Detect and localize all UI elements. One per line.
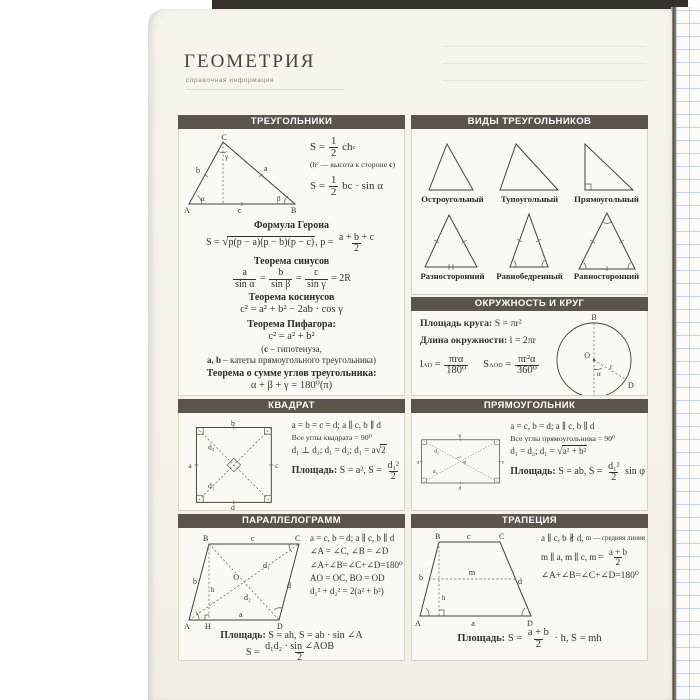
- figure-label: d₁: [432, 469, 438, 476]
- right-triangle-figure: [569, 138, 645, 194]
- section-circle: [411, 297, 648, 396]
- trap-area-line: Площадь: S = $\frac{a + b}{2}$ · h, S = mh: [457, 627, 602, 650]
- figure-label: c: [238, 206, 242, 215]
- formula-pythagoras-note2: a, b – катеты прямоугольного треугольника): [206, 354, 377, 365]
- formula-sines: $\frac{a}{\text{sin α}}$ = $\frac{b}{\text{sin β}}$ = $\frac{c}{\text{sin γ}}$ = 2R: [235, 267, 351, 290]
- figure-label: φ: [463, 460, 467, 466]
- section-trapezoid: [411, 514, 648, 661]
- figure-label: b: [419, 573, 423, 582]
- equilateral-triangle-figure: [569, 209, 645, 271]
- para-area-line2: S = $\frac{\text{d₁d₂ · sin ∠AOB}}{2}$: [179, 642, 404, 661]
- figure-label: a: [471, 619, 475, 628]
- formula-pythagoras-note1: ( c – гипотенуза,: [261, 343, 322, 354]
- type-label-right: Прямоугольный: [574, 194, 639, 204]
- trapezoid-box: [411, 528, 648, 661]
- figure-label: d: [518, 577, 522, 586]
- formula-cosines: c² = a² + b² − 2ab · cos γ: [240, 304, 343, 316]
- isosceles-triangle-figure: [492, 209, 568, 271]
- figure-label: h: [442, 594, 446, 602]
- theorem-title-pythagoras: Теорема Пифагора:: [247, 318, 336, 330]
- trapezoid-figure: [414, 530, 538, 628]
- rectangle-box: [411, 413, 648, 511]
- figure-label: c: [467, 532, 471, 541]
- figure-label: B: [203, 534, 209, 543]
- figure-label: b: [230, 418, 235, 428]
- circle-box: [411, 311, 648, 396]
- parallelogram-figure: [181, 530, 307, 630]
- para-area-line1: Площадь: S = ah, S = ab · sin ∠A: [220, 630, 363, 641]
- section-parallelogram: [178, 514, 405, 661]
- acute-triangle-figure: [415, 138, 491, 194]
- formula-circle-area: Площадь круга: S = πr²: [420, 318, 522, 329]
- figure-label: A: [415, 619, 421, 628]
- trap-midline-line: m ∥ a, m ∥ c, m = $\frac{a + b}{2}$: [541, 546, 627, 567]
- figure-label: d₁: [207, 480, 215, 490]
- para-diagonal-squares-line: d₁² + d₂² = 2(a² + b²): [310, 586, 384, 597]
- rect-diagonals-line: d₁ = d₂; d₁ = √a² + b²: [510, 446, 587, 458]
- para-sides-line: a = c, b = d; a ∥ c, b ∥ d: [310, 533, 395, 543]
- formula-note: (h c — высота к стороне c ): [310, 160, 396, 170]
- figure-label: O: [233, 573, 239, 582]
- section-header-types: ВИДЫ ТРЕУГОЛЬНИКОВ: [411, 115, 648, 129]
- figure-label: c: [501, 459, 505, 466]
- square-box: [178, 413, 405, 511]
- type-label-scalene: Разносторонний: [420, 271, 485, 281]
- scalene-triangle-figure: [415, 209, 491, 271]
- formula-arc-sector: l AD = $\frac{\text{πrα}}{\text{180⁰}}$ S AOD = $\frac{\text{πr²α}}{\text{360⁰}}$: [420, 353, 537, 377]
- types-box: [411, 129, 648, 295]
- section-header-trapezoid: ТРАПЕЦИЯ: [411, 514, 648, 528]
- page-subtitle: справочная информация: [186, 77, 344, 90]
- square-angles-line: Все углы квадрата = 90⁰: [291, 432, 372, 442]
- section-header-square: КВАДРАТ: [178, 399, 405, 413]
- theorem-title-heron: Формула Герона: [253, 220, 330, 231]
- figure-label: α: [201, 195, 205, 203]
- figure-label: b: [193, 577, 197, 586]
- section-rectangle: [411, 399, 648, 511]
- figure-label: a: [239, 610, 243, 619]
- figure-label: γ: [225, 153, 229, 161]
- cover-page: [148, 9, 672, 700]
- figure-label: C: [499, 532, 505, 541]
- section-header-parallelogram: ПАРАЛЛЕЛОГРАММ: [178, 514, 405, 528]
- triangles-box: [178, 129, 405, 396]
- formula-pythagoras: c² = a² + b²: [268, 331, 315, 343]
- figure-label: C: [221, 133, 227, 142]
- section-square: [178, 399, 405, 511]
- figure-label: D: [628, 381, 634, 390]
- figure-label: B: [435, 532, 441, 541]
- figure-label: A: [184, 622, 190, 630]
- name-lines: [443, 46, 647, 97]
- section-triangles: [178, 115, 405, 396]
- square-diagonals-line: d₁ ⊥ d₂; d₁ = d₂; d₁ = a √2: [291, 445, 386, 457]
- section-header-rectangle: ПРЯМОУГОЛЬНИК: [411, 399, 648, 413]
- rectangle-figure: [416, 417, 505, 503]
- figure-label: c: [251, 534, 255, 543]
- parallelogram-box: [178, 528, 405, 661]
- figure-label: a: [417, 459, 420, 466]
- figure-label: d₁: [263, 561, 270, 570]
- square-sides-line: a = b = c = d; a ∥ c, b ∥ d: [291, 420, 381, 430]
- figure-label: β: [277, 195, 281, 203]
- section-header-circle: ОКРУЖНОСТЬ И КРУГ: [411, 297, 648, 311]
- section-triangle-types: [411, 115, 648, 295]
- rect-angles-line: Все углы прямоугольника = 90⁰: [510, 433, 616, 443]
- figure-label: D: [277, 622, 283, 630]
- figure-label: b: [196, 166, 200, 175]
- obtuse-triangle-figure: [492, 138, 568, 194]
- page-title: ГЕОМЕТРИЯ: [184, 51, 316, 72]
- figure-label: d: [230, 503, 235, 511]
- figure-label: α: [597, 370, 601, 378]
- figure-label: H: [205, 622, 211, 630]
- figure-label: d₂: [244, 593, 251, 602]
- figure-label: B: [291, 206, 297, 215]
- rect-sides-line: a = c, b = d; a ∥ c, b ∥ d: [510, 421, 595, 431]
- formula-heron: S = √p(p − a)(p − b)(p − c) , p = $\frac{a + b + c}{2}$: [205, 231, 375, 254]
- square-figure: [183, 416, 287, 511]
- square-area-line: Площадь: S = a², S = $\frac{\text{d₁²}}{2}$: [291, 459, 399, 482]
- figure-label: m: [468, 568, 476, 577]
- figure-label: a: [188, 460, 192, 470]
- figure-label: O: [584, 351, 590, 360]
- formula-area-sine: S = $\frac{1}{2}$ bc · sin α: [310, 173, 383, 198]
- formula-area-height: S = $\frac{1}{2}$ ch c: [310, 135, 356, 160]
- notebook-edge: [212, 0, 688, 9]
- trap-angle-sum-line: ∠A+∠B=∠C+∠D=180⁰: [541, 571, 639, 582]
- para-angle-sum-line: ∠A+∠B=∠C+∠D=180⁰: [310, 559, 403, 570]
- figure-label: h: [211, 586, 215, 594]
- figure-label: d: [287, 581, 291, 590]
- circle-figure: [548, 312, 644, 396]
- figure-label: d₂: [207, 442, 215, 452]
- squared-paper: [676, 7, 700, 700]
- type-label-isosceles: Равнобедренный: [496, 271, 563, 281]
- figure-label: c: [275, 460, 279, 470]
- figure-label: B: [591, 313, 597, 322]
- trap-parallel-line: a ∥ c, b ∦ d, m — средняя линия: [541, 533, 646, 543]
- figure-label: b: [458, 433, 462, 440]
- rect-area-line: Площадь: S = ab, S = $\frac{\text{d₁²}}{2}$ sin φ: [510, 460, 645, 483]
- type-label-obtuse: Тупоугольный: [500, 194, 559, 204]
- theorem-title-sines: Теорема синусов: [253, 255, 330, 267]
- figure-label: D: [527, 619, 533, 628]
- figure-label: a: [264, 164, 268, 173]
- figure-label: d₂: [434, 448, 439, 455]
- para-angles-line: ∠A = ∠C, ∠B = ∠D: [310, 546, 389, 557]
- type-label-equilateral: Равносторонний: [573, 271, 640, 281]
- figure-label: r: [610, 363, 613, 371]
- type-label-acute: Остроугольный: [421, 194, 484, 204]
- formula-angle-sum: α + β + γ = 180⁰(π): [250, 380, 333, 392]
- triangle-figure: [181, 132, 305, 218]
- figure-label: A: [184, 206, 190, 215]
- theorem-title-cosines: Теорема косинусов: [248, 291, 335, 303]
- para-diagonal-bisect-line: AO = OC, BO = OD: [310, 572, 385, 583]
- reference-content: [178, 115, 648, 661]
- section-header-triangles: ТРЕУГОЛЬНИКИ: [178, 115, 405, 129]
- figure-label: d: [458, 485, 462, 492]
- formula-circle-length: Длина окружности: l = 2πr: [420, 334, 536, 346]
- theorem-title-angle-sum: Теорема о сумме углов треугольника:: [206, 367, 377, 379]
- figure-label: C: [295, 534, 301, 543]
